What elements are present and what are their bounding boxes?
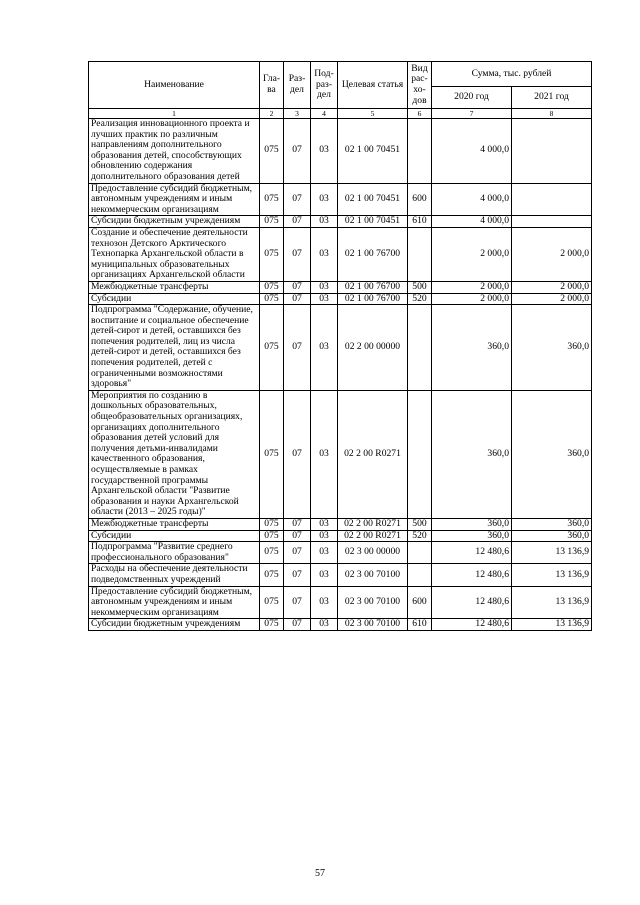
row-name: Подпрограмма "Развитие среднего профессионального образования": [89, 542, 260, 564]
row-target: 02 1 00 76700: [338, 227, 408, 281]
row-vid: 500: [408, 281, 432, 293]
table-row: [89, 119, 592, 184]
row-amount-2020: 360,0: [432, 305, 512, 391]
row-vid: 520: [408, 293, 432, 305]
header-razdel: Раз-дел: [284, 62, 311, 109]
row-amount-2021: [512, 119, 592, 184]
row-amount-2021: 13 136,9: [512, 619, 592, 631]
row-glava: 075: [260, 293, 284, 305]
row-razdel: 07: [284, 227, 311, 281]
header-year-2021: 2021 год: [512, 87, 592, 109]
row-vid: [408, 390, 432, 518]
row-amount-2021: 360,0: [512, 390, 592, 518]
table-row: [89, 542, 592, 564]
table-row: [89, 518, 592, 530]
row-amount-2021: 13 136,9: [512, 564, 592, 586]
row-podrazdel: 03: [311, 305, 338, 391]
row-target: 02 3 00 70100: [338, 619, 408, 631]
row-name: Расходы на обеспечение деятельности подведомственных учреждений: [89, 564, 260, 586]
table-row: [89, 216, 592, 228]
row-target: 02 1 00 70451: [338, 183, 408, 216]
header-podrazdel: Под-раз-дел: [311, 62, 338, 109]
row-amount-2021: 360,0: [512, 530, 592, 542]
column-number: 8: [512, 109, 592, 119]
row-vid: 600: [408, 183, 432, 216]
column-number: 7: [432, 109, 512, 119]
column-number-row: [89, 109, 592, 119]
header-glava: Гла-ва: [260, 62, 284, 109]
table-row: [89, 305, 592, 391]
column-number: 5: [338, 109, 408, 119]
row-target: 02 2 00 R0271: [338, 518, 408, 530]
row-razdel: 07: [284, 530, 311, 542]
row-name: Субсидии бюджетным учреждениям: [89, 619, 260, 631]
header-sum: Сумма, тыс. рублей: [432, 62, 592, 87]
row-amount-2020: 4 000,0: [432, 183, 512, 216]
column-number: 6: [408, 109, 432, 119]
row-amount-2020: 2 000,0: [432, 227, 512, 281]
row-target: 02 1 00 70451: [338, 119, 408, 184]
table-row: [89, 293, 592, 305]
row-podrazdel: 03: [311, 518, 338, 530]
row-amount-2021: 360,0: [512, 305, 592, 391]
row-name: Реализация инновационного проекта и лучших практик по различным направлениям дополнительного образования детей, способствующих обновлению содержания дополнительного образования детей: [89, 119, 260, 184]
row-razdel: 07: [284, 518, 311, 530]
column-number: 1: [89, 109, 260, 119]
row-amount-2020: 4 000,0: [432, 216, 512, 228]
table-row: [89, 530, 592, 542]
row-podrazdel: 03: [311, 619, 338, 631]
row-podrazdel: 03: [311, 183, 338, 216]
row-glava: 075: [260, 281, 284, 293]
row-glava: 075: [260, 227, 284, 281]
row-vid: 520: [408, 530, 432, 542]
row-razdel: 07: [284, 216, 311, 228]
row-glava: 075: [260, 390, 284, 518]
row-amount-2020: 2 000,0: [432, 293, 512, 305]
table-row: [89, 227, 592, 281]
row-podrazdel: 03: [311, 390, 338, 518]
header-year-2020: 2020 год: [432, 87, 512, 109]
row-vid: 610: [408, 216, 432, 228]
row-target: 02 2 00 00000: [338, 305, 408, 391]
row-razdel: 07: [284, 564, 311, 586]
row-target: 02 1 00 76700: [338, 293, 408, 305]
table-row: [89, 619, 592, 631]
header-name: Наименование: [89, 62, 260, 109]
row-target: 02 2 00 R0271: [338, 530, 408, 542]
row-name: Создание и обеспечение деятельности технозон Детского Арктического Технопарка Архангельской области в муниципальных образовательных организациях Архангельской области: [89, 227, 260, 281]
row-vid: [408, 542, 432, 564]
row-podrazdel: 03: [311, 542, 338, 564]
row-podrazdel: 03: [311, 216, 338, 228]
column-number: 2: [260, 109, 284, 119]
header-target: Целевая статья: [338, 62, 408, 109]
row-amount-2020: 2 000,0: [432, 281, 512, 293]
row-razdel: 07: [284, 542, 311, 564]
row-name: Мероприятия по созданию в дошкольных образовательных, общеобразовательных организациях, организациях дополнительного образования детей условий для получения детьми-инвалидами качественного образования, осуществляемые в рамках государственной программы Архангельской области "Развитие образования и науки Архангельской области (2013 – 2025 годы)": [89, 390, 260, 518]
row-target: 02 3 00 70100: [338, 564, 408, 586]
row-vid: [408, 227, 432, 281]
row-name: Субсидии бюджетным учреждениям: [89, 216, 260, 228]
row-amount-2020: 12 480,6: [432, 619, 512, 631]
row-name: Межбюджетные трансферты: [89, 518, 260, 530]
row-name: Субсидии: [89, 530, 260, 542]
table-row: [89, 183, 592, 216]
column-number: 4: [311, 109, 338, 119]
row-podrazdel: 03: [311, 564, 338, 586]
row-amount-2020: 4 000,0: [432, 119, 512, 184]
row-name: Подпрограмма "Содержание, обучение, воспитание и социальное обеспечение детей-сирот и детей, оставшихся без попечения родителей, лиц из числа детей-сирот и детей, оставшихся без попечения родителей, детей с ограниченными возможностями здоровья": [89, 305, 260, 391]
row-podrazdel: 03: [311, 293, 338, 305]
row-amount-2021: 2 000,0: [512, 227, 592, 281]
header-vid: Вид рас-хо-дов: [408, 62, 432, 109]
row-podrazdel: 03: [311, 281, 338, 293]
row-target: 02 1 00 70451: [338, 216, 408, 228]
row-amount-2020: 360,0: [432, 518, 512, 530]
row-glava: 075: [260, 586, 284, 619]
row-vid: 500: [408, 518, 432, 530]
row-amount-2020: 12 480,6: [432, 564, 512, 586]
row-target: 02 3 00 70100: [338, 586, 408, 619]
row-name: Субсидии: [89, 293, 260, 305]
row-amount-2021: [512, 183, 592, 216]
row-target: 02 1 00 76700: [338, 281, 408, 293]
row-podrazdel: 03: [311, 119, 338, 184]
row-amount-2021: [512, 216, 592, 228]
row-amount-2020: 360,0: [432, 530, 512, 542]
row-razdel: 07: [284, 119, 311, 184]
row-name: Межбюджетные трансферты: [89, 281, 260, 293]
row-glava: 075: [260, 542, 284, 564]
row-target: 02 3 00 00000: [338, 542, 408, 564]
row-amount-2020: 360,0: [432, 390, 512, 518]
row-glava: 075: [260, 216, 284, 228]
row-vid: [408, 305, 432, 391]
row-amount-2021: 13 136,9: [512, 586, 592, 619]
row-glava: 075: [260, 530, 284, 542]
row-name: Предоставление субсидий бюджетным, автономным учреждениям и иным некоммерческим организациям: [89, 586, 260, 619]
row-vid: [408, 119, 432, 184]
table-row: [89, 586, 592, 619]
row-glava: 075: [260, 119, 284, 184]
row-glava: 075: [260, 518, 284, 530]
row-amount-2021: 13 136,9: [512, 542, 592, 564]
row-razdel: 07: [284, 619, 311, 631]
row-vid: [408, 564, 432, 586]
row-podrazdel: 03: [311, 530, 338, 542]
table-row: [89, 390, 592, 518]
row-razdel: 07: [284, 390, 311, 518]
row-glava: 075: [260, 564, 284, 586]
row-razdel: 07: [284, 305, 311, 391]
page-number: 57: [315, 868, 325, 879]
row-podrazdel: 03: [311, 227, 338, 281]
row-amount-2021: 2 000,0: [512, 293, 592, 305]
row-razdel: 07: [284, 183, 311, 216]
row-name: Предоставление субсидий бюджетным, автономным учреждениям и иным некоммерческим организациям: [89, 183, 260, 216]
row-glava: 075: [260, 183, 284, 216]
row-vid: 610: [408, 619, 432, 631]
table-body: [89, 119, 592, 631]
row-glava: 075: [260, 619, 284, 631]
table-row: [89, 564, 592, 586]
column-number: 3: [284, 109, 311, 119]
row-vid: 600: [408, 586, 432, 619]
row-razdel: 07: [284, 281, 311, 293]
row-podrazdel: 03: [311, 586, 338, 619]
row-amount-2021: 360,0: [512, 518, 592, 530]
row-razdel: 07: [284, 293, 311, 305]
row-amount-2020: 12 480,6: [432, 586, 512, 619]
row-target: 02 2 00 R0271: [338, 390, 408, 518]
row-amount-2021: 2 000,0: [512, 281, 592, 293]
table-row: [89, 281, 592, 293]
budget-table: [88, 61, 592, 631]
row-razdel: 07: [284, 586, 311, 619]
row-glava: 075: [260, 305, 284, 391]
row-amount-2020: 12 480,6: [432, 542, 512, 564]
